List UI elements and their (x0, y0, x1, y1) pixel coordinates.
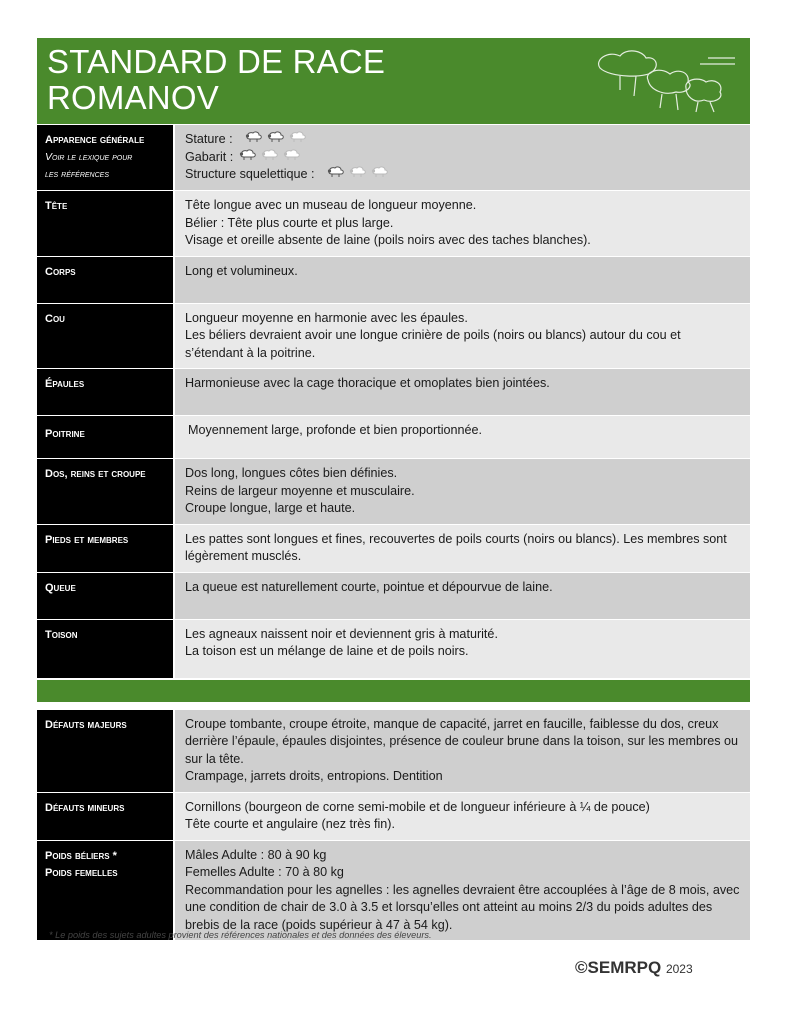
sheep-logo-icon (590, 46, 740, 116)
text-line: Bélier : Tête plus courte et plus large. (185, 215, 394, 230)
text-line: Crampage, jarrets droits, entropions. Dentition (185, 769, 443, 783)
sheep-icon (349, 166, 367, 178)
text-line: Dos long, longues côtes bien définies. (185, 466, 398, 480)
section-divider (37, 680, 750, 702)
sheep-icon (327, 166, 345, 178)
label-poids-femelles: Poids femelles (45, 866, 118, 879)
text-line: Tête courte et angulaire (nez très fin). (185, 817, 395, 831)
text-line: Moyennement large, profonde et bien proportionnée. (188, 423, 483, 437)
sheep-icon (267, 131, 285, 143)
label-sub-1: Voir le lexique pour (45, 151, 133, 163)
stature-label: Stature : (185, 132, 233, 146)
row-content (175, 525, 750, 572)
text-line: Longueur moyenne en harmonie avec les épaules. (185, 310, 468, 325)
row-defauts-mineurs (37, 792, 750, 840)
row-content (175, 573, 750, 619)
spacer (37, 702, 750, 710)
text-line: Mâles Adulte : 80 à 90 kg (185, 847, 327, 862)
footnote: * Le poids des sujets adultes provient des références nationales et des données des éleveurs. (49, 930, 432, 940)
label-epaules: Épaules (37, 369, 173, 415)
header-banner (37, 38, 750, 124)
text-line: Femelles Adulte : 70 à 80 kg (185, 865, 344, 879)
structure-label: Structure squelettique : (185, 167, 315, 181)
text-line: Les pattes sont longues et fines, recouvertes de poils courts (noirs ou blancs). Les membres sont légèrement musclés. (185, 531, 727, 563)
row-queue (37, 572, 750, 619)
row-defauts-majeurs (37, 710, 750, 792)
gabarit-label: Gabarit : (185, 149, 234, 164)
label-poitrine: Poitrine (37, 416, 173, 458)
sheep-icon (261, 149, 279, 161)
text-line: Visage et oreille absente de laine (poils noirs avec des taches blanches). (185, 233, 591, 247)
copyright-year: 2023 (665, 962, 693, 976)
copyright (575, 958, 693, 978)
sheep-icon (283, 149, 301, 161)
row-apparence (37, 124, 750, 190)
row-content (175, 125, 750, 190)
title-line-2: ROMANOV (47, 79, 219, 116)
label-defauts-mineurs: Défauts mineurs (37, 793, 173, 840)
row-tete (37, 190, 750, 256)
row-content (175, 459, 750, 524)
sheep-icon (289, 131, 307, 143)
text-line: Reins de largeur moyenne et musculaire. (185, 483, 415, 498)
title-line-1: STANDARD DE RACE (47, 43, 386, 80)
row-cou (37, 303, 750, 369)
sheep-icon (239, 149, 257, 161)
standard-sheet (37, 38, 750, 940)
row-content (175, 304, 750, 369)
row-corps (37, 256, 750, 303)
page-title (47, 44, 385, 116)
text-line: La queue est naturellement courte, pointue et dépourvue de laine. (185, 579, 553, 594)
structure-rating (323, 166, 389, 184)
gabarit-line (185, 149, 740, 167)
row-content (175, 416, 750, 458)
label-pieds: Pieds et membres (37, 525, 173, 572)
row-label (37, 125, 173, 190)
row-content (175, 841, 750, 941)
label-poids (37, 841, 173, 941)
row-pieds (37, 524, 750, 572)
text-line: Cornillons (bourgeon de corne semi-mobile et de longueur inférieure à ¼ de pouce) (185, 799, 650, 814)
label-cou: Cou (37, 304, 173, 369)
row-toison (37, 619, 750, 678)
label-apparence: Apparence générale (45, 134, 145, 146)
label-corps: Corps (37, 257, 173, 303)
sheep-icon (245, 131, 263, 143)
text-line: Tête longue avec un museau de longueur moyenne. (185, 198, 477, 212)
text-line: Recommandation pour les agnelles : les agnelles devraient être accouplées à l’âge de 8 mois, avec une condition de chair de 3.0 à 3.5 et lorsqu’elles ont atteint au moins 2/3 du poids adultes des brebis de la race (poids supérieur à 47 à 54 kg). (185, 882, 740, 932)
row-content (175, 710, 750, 792)
row-content (175, 793, 750, 840)
structure-line (185, 166, 740, 184)
label-dos: Dos, reins et croupe (37, 459, 173, 524)
stature-rating (241, 131, 307, 149)
row-epaules (37, 368, 750, 415)
label-queue: Queue (37, 573, 173, 619)
stature-line (185, 131, 740, 149)
row-dos (37, 458, 750, 524)
label-poids-beliers: Poids béliers * (45, 849, 117, 862)
row-poids (37, 840, 750, 941)
sheep-icon (371, 166, 389, 178)
label-sub-2: les références (45, 168, 109, 180)
row-content (175, 191, 750, 256)
text-line: Croupe longue, large et haute. (185, 501, 356, 515)
text-line: Harmonieuse avec la cage thoracique et omoplates bien jointées. (185, 376, 550, 390)
text-line: Croupe tombante, croupe étroite, manque de capacité, jarret en faucille, faiblesse du dos, creux derrière l’épaule, épaules disjointes, présence de couleur brune dans la toison, sur les membres ou sur la tête. (185, 716, 739, 766)
label-tete: Tête (37, 191, 173, 256)
text-line: Long et volumineux. (185, 263, 298, 278)
row-content (175, 369, 750, 415)
row-content (175, 257, 750, 303)
text-line: Les agneaux naissent noir et deviennent gris à maturité. (185, 626, 498, 641)
copyright-mark: ©SEMRPQ (575, 958, 662, 977)
row-poitrine (37, 415, 750, 458)
gabarit-rating (235, 149, 301, 167)
text-line: La toison est un mélange de laine et de poils noirs. (185, 644, 469, 658)
row-content (175, 620, 750, 678)
label-toison: Toison (37, 620, 173, 678)
text-line: Les béliers devraient avoir une longue crinière de poils (noirs ou blancs) autour du cou et s’étendant à la poitrine. (185, 328, 681, 360)
label-defauts-majeurs: Défauts majeurs (37, 710, 173, 792)
